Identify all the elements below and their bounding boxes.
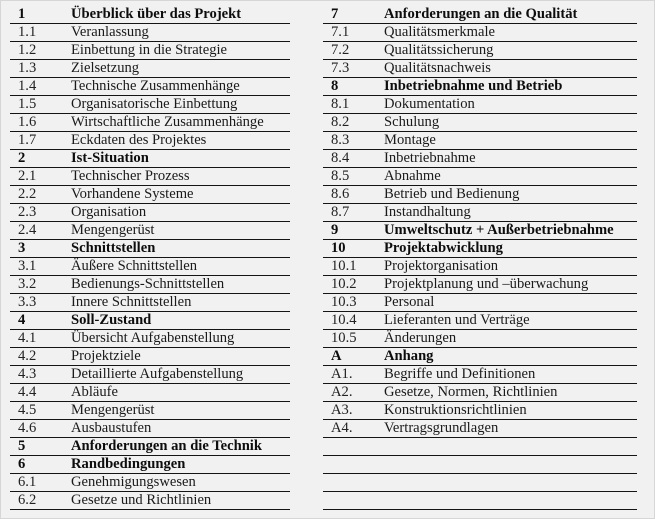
toc-entry-title: Soll-Zustand [71, 312, 152, 328]
toc-entry-number: 4.2 [18, 348, 37, 364]
toc-entry [10, 276, 290, 294]
toc-entry-title: Qualitätsnachweis [384, 60, 491, 76]
toc-entry [10, 78, 290, 96]
toc-entry-title: Mengengerüst [71, 402, 155, 418]
toc-entry-title: Anforderungen an die Qualität [384, 6, 578, 22]
toc-entry-title: Inbetriebnahme und Betrieb [384, 78, 563, 94]
toc-entry-title: Bedienungs-Schnittstellen [71, 276, 225, 292]
toc-entry [323, 276, 637, 294]
toc-entry-title: Projektziele [71, 348, 141, 364]
toc-entry-title: Technische Zusammenhänge [71, 78, 240, 94]
toc-entry-number: 1 [18, 6, 26, 22]
toc-entry [323, 294, 637, 312]
toc-entry-number: 1.4 [18, 78, 37, 94]
toc-entry-number: 2.3 [18, 204, 37, 220]
toc-entry-title: Inbetriebnahme [384, 150, 476, 166]
toc-entry-title: Wirtschaftliche Zusammenhänge [71, 114, 264, 130]
toc-section-heading [10, 438, 290, 456]
toc-entry-number: 4.1 [18, 330, 37, 346]
toc-empty-row [323, 438, 637, 456]
toc-empty-row [323, 492, 637, 510]
toc-entry-title: Veranlassung [71, 24, 149, 40]
toc-entry-number: 10.2 [331, 276, 357, 292]
toc-entry [10, 474, 290, 492]
toc-entry [323, 204, 637, 222]
toc-entry-title: Mengengerüst [71, 222, 155, 238]
toc-entry-title: Anhang [384, 348, 434, 364]
toc-entry-title: Abnahme [384, 168, 441, 184]
toc-entry-number: 7.2 [331, 42, 350, 58]
toc-entry-number: A4. [331, 420, 353, 436]
toc-entry-title: Personal [384, 294, 435, 310]
toc-entry-title: Änderungen [384, 330, 457, 346]
toc-entry [323, 150, 637, 168]
toc-section-heading [323, 78, 637, 96]
toc-entry-title: Ausbaustufen [71, 420, 152, 436]
toc-entry-title: Detaillierte Aufgabenstellung [71, 366, 244, 382]
toc-entry-number: 3.3 [18, 294, 37, 310]
toc-entry-title: Organisatorische Einbettung [71, 96, 238, 112]
toc-entry-number: 1.1 [18, 24, 37, 40]
toc-entry [10, 348, 290, 366]
toc-entry-title: Innere Schnittstellen [71, 294, 192, 310]
toc-entry-number: 9 [331, 222, 339, 238]
toc-entry [10, 168, 290, 186]
toc-entry-number: 4 [18, 312, 26, 328]
toc-entry-title: Lieferanten und Verträge [384, 312, 530, 328]
toc-entry-title: Schulung [384, 114, 440, 130]
toc-entry-number: 2.2 [18, 186, 37, 202]
toc-entry-title: Konstruktionsrichtlinien [384, 402, 527, 418]
toc-entry-number: 6 [18, 456, 26, 472]
toc-entry-title: Abläufe [71, 384, 119, 400]
toc-entry [10, 60, 290, 78]
toc-entry [323, 420, 637, 438]
toc-entry-title: Instandhaltung [384, 204, 471, 220]
toc-section-heading [10, 240, 290, 258]
toc-entry-number: 5 [18, 438, 26, 454]
toc-entry-number: 10.3 [331, 294, 357, 310]
toc-entry-title: Zielsetzung [71, 60, 140, 76]
toc-entry-title: Projektplanung und –überwachung [384, 276, 589, 292]
toc-entry-number: 10.5 [331, 330, 357, 346]
toc-entry-title: Vorhandene Systeme [71, 186, 194, 202]
toc-entry [323, 24, 637, 42]
toc-entry [323, 132, 637, 150]
toc-entry-number: 4.4 [18, 384, 37, 400]
toc-empty-row [323, 474, 637, 492]
toc-section-heading [10, 150, 290, 168]
toc-section-heading [323, 240, 637, 258]
toc-entry-number: 4.3 [18, 366, 37, 382]
toc-entry-title: Übersicht Aufgabenstellung [71, 330, 235, 346]
toc-entry [323, 42, 637, 60]
toc-entry-number: 7.1 [331, 24, 350, 40]
toc-entry [10, 132, 290, 150]
toc-entry-number: A2. [331, 384, 353, 400]
toc-entry-title: Randbedingungen [71, 456, 186, 472]
toc-entry-number: 8.1 [331, 96, 350, 112]
toc-entry-number: 2.4 [18, 222, 37, 238]
toc-entry-title: Montage [384, 132, 436, 148]
toc-entry-number: 8.4 [331, 150, 350, 166]
toc-entry-title: Umweltschutz + Außerbetriebnahme [384, 222, 614, 238]
toc-entry-number: A1. [331, 366, 353, 382]
toc-entry-title: Projektorganisation [384, 258, 499, 274]
toc-entry-number: 7.3 [331, 60, 350, 76]
toc-entry-title: Begriffe und Definitionen [384, 366, 536, 382]
toc-entry-number: 8.6 [331, 186, 350, 202]
toc-entry-number: 6.1 [18, 474, 37, 490]
toc-entry [10, 24, 290, 42]
toc-entry-title: Äußere Schnittstellen [71, 258, 198, 274]
toc-entry-title: Gesetze, Normen, Richtlinien [384, 384, 558, 400]
toc-entry-number: 6.2 [18, 492, 37, 508]
toc-entry-title: Überblick über das Projekt [71, 6, 242, 22]
toc-entry-number: 8.7 [331, 204, 350, 220]
toc-entry [10, 258, 290, 276]
toc-entry [323, 402, 637, 420]
toc-entry-number: A3. [331, 402, 353, 418]
toc-section-heading [323, 348, 637, 366]
toc-entry-number: 4.5 [18, 402, 37, 418]
toc-section-heading [323, 6, 637, 24]
toc-entry [10, 384, 290, 402]
toc-entry-number: 10.1 [331, 258, 357, 274]
toc-section-heading [10, 6, 290, 24]
toc-entry-number: 3 [18, 240, 26, 256]
toc-entry [323, 96, 637, 114]
toc-entry [10, 330, 290, 348]
toc-entry [10, 294, 290, 312]
toc-section-heading [10, 312, 290, 330]
toc-entry-number: 1.2 [18, 42, 37, 58]
toc-entry [10, 42, 290, 60]
toc-entry-number: 1.5 [18, 96, 37, 112]
toc-entry [10, 186, 290, 204]
toc-entry-number: 2.1 [18, 168, 37, 184]
toc-entry-title: Vertragsgrundlagen [384, 420, 499, 436]
toc-entry-title: Gesetze und Richtlinien [71, 492, 212, 508]
toc-entry-title: Schnittstellen [71, 240, 156, 256]
toc-entry [323, 366, 637, 384]
toc-entry [323, 60, 637, 78]
toc-entry [323, 168, 637, 186]
toc-entry [323, 186, 637, 204]
toc-empty-row [323, 456, 637, 474]
toc-entry-number: 10.4 [331, 312, 357, 328]
toc-entry [323, 258, 637, 276]
toc-entry-title: Projektabwicklung [384, 240, 503, 256]
toc-entry-number: 2 [18, 150, 26, 166]
toc-entry-number: 3.2 [18, 276, 37, 292]
toc-section-heading [10, 456, 290, 474]
toc-entry-number: 10 [331, 240, 346, 256]
toc-entry [10, 204, 290, 222]
toc-entry-number: 8 [331, 78, 339, 94]
toc-entry-number: 3.1 [18, 258, 37, 274]
toc-entry [323, 330, 637, 348]
toc-entry [323, 312, 637, 330]
toc-section-heading [323, 222, 637, 240]
toc-left-column [10, 6, 290, 510]
toc-right-column [323, 6, 637, 510]
toc-entry [10, 420, 290, 438]
toc-entry-number: 1.3 [18, 60, 37, 76]
toc-entry-number: 8.5 [331, 168, 350, 184]
toc-entry-number: A [331, 348, 342, 364]
toc-entry-title: Technischer Prozess [71, 168, 190, 184]
toc-entry [10, 222, 290, 240]
toc-entry-title: Einbettung in die Strategie [71, 42, 228, 58]
toc-entry-number: 8.3 [331, 132, 350, 148]
toc-entry [323, 114, 637, 132]
toc-entry-title: Eckdaten des Projektes [71, 132, 207, 148]
toc-entry-title: Qualitätsmerkmale [384, 24, 496, 40]
toc-entry-title: Ist-Situation [71, 150, 149, 166]
toc-entry [10, 492, 290, 510]
toc-entry-number: 7 [331, 6, 339, 22]
toc-entry-number: 1.6 [18, 114, 37, 130]
toc-entry [10, 96, 290, 114]
toc-entry [10, 114, 290, 132]
toc-entry-title: Betrieb und Bedienung [384, 186, 520, 202]
toc-entry-title: Organisation [71, 204, 147, 220]
toc-entry [323, 384, 637, 402]
toc-entry-title: Dokumentation [384, 96, 475, 112]
toc-entry-number: 8.2 [331, 114, 350, 130]
toc-entry [10, 402, 290, 420]
toc-entry-title: Genehmigungswesen [71, 474, 196, 490]
toc-entry-number: 4.6 [18, 420, 37, 436]
toc-entry-title: Qualitätssicherung [384, 42, 494, 58]
toc-entry [10, 366, 290, 384]
toc-entry-number: 1.7 [18, 132, 37, 148]
toc-entry-title: Anforderungen an die Technik [71, 438, 262, 454]
